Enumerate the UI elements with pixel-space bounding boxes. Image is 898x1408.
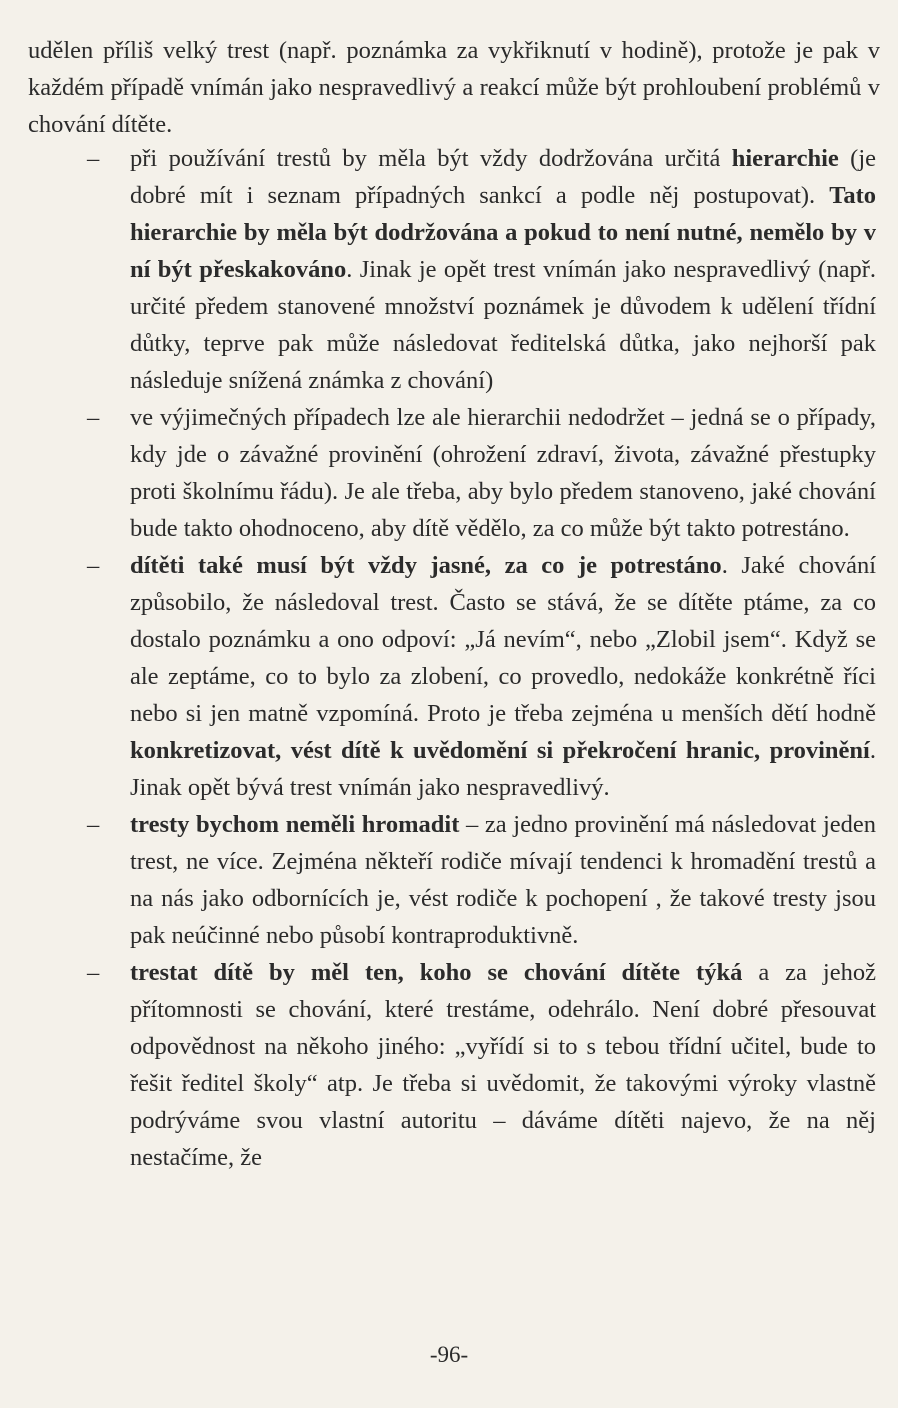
list-item-text — [130, 399, 876, 547]
text-run: při používání trestů by měla být vždy dodržována určitá — [130, 145, 732, 172]
text-run: . Jinak opět bývá trest vnímán jako nespravedlivý. — [130, 737, 876, 801]
dash-bullet: – — [87, 959, 100, 986]
dash-bullet: – — [87, 811, 100, 838]
list-item — [0, 806, 898, 954]
text-run: (je dobré mít i seznam případných sankcí a podle něj postupovat). — [130, 145, 876, 209]
list-item — [0, 399, 898, 547]
bold-text-run: trestat dítě by měl ten, koho se chování dítěte týká — [130, 959, 743, 986]
intro-paragraph — [28, 32, 880, 143]
list-item — [0, 547, 898, 806]
bold-text-run: dítěti také musí být vždy jasné, za co je potrestáno — [130, 552, 722, 579]
list-item-text — [130, 547, 876, 806]
dash-bullet: – — [87, 145, 100, 172]
text-run: . Jinak je opět trest vnímán jako nespravedlivý (např. určité předem stanovené množství poznámek je důvodem k udělení třídní důtky, teprve pak může následovat ředitelská důtka, jako nejhorší pak následuje snížená známka z chování) — [130, 256, 876, 394]
list-item — [0, 140, 898, 399]
list-item-text — [130, 806, 876, 954]
bold-text-run: hierarchie — [731, 145, 839, 172]
bold-text-run: Tato hierarchie by měla být dodržována a pokud to není nutné, nemělo by v ní být přeskakováno — [130, 182, 876, 283]
dash-bullet: – — [87, 404, 100, 431]
text-run: ve výjimečných případech lze ale hierarchii nedodržet – jedná se o případy, kdy jde o závažné provinění (ohrožení zdraví, života, závažné přestupky proti školnímu řádu). Je ale třeba, aby bylo předem stanoveno, jaké chování bude takto ohodnoceno, aby dítě vědělo, za co může být takto potrestáno. — [130, 404, 876, 542]
bullet-list — [0, 140, 898, 1176]
text-run: a za jehož přítomnosti se chování, které trestáme, odehrálo. Není dobré přesouvat odpovědnost na někoho jiného: „vyřídí si to s tebou třídní učitel, bude to řešit ředitel školy“ atp. Je třeba si uvědomit, že takovými výroky vlastně podrýváme svou vlastní autoritu – dáváme dítěti najevo, že na něj nestačíme, že — [130, 959, 876, 1171]
page-number: -96- — [429, 1342, 469, 1367]
intro-text: udělen příliš velký trest (např. poznámka za vykřiknutí v hodině), protože je pak v každém případě vnímán jako nespravedlivý a reakcí může být prohloubení problémů v chování dítěte. — [28, 37, 880, 138]
bold-text-run: konkretizovat, vést dítě k uvědomění si překročení hranic, provinění — [130, 737, 870, 764]
dash-bullet: – — [87, 552, 100, 579]
bold-text-run: tresty bychom neměli hromadit — [130, 811, 460, 838]
list-item — [0, 954, 898, 1176]
list-item-text — [130, 954, 876, 1176]
list-item-text — [130, 140, 876, 399]
text-run: . Jaké chování způsobilo, že následoval trest. Často se stává, že se dítěte ptáme, za co dostalo poznámku a ono odpoví: „Já nevím“, nebo „Zlobil jsem“. Když se ale zeptáme, co to bylo za zlobení, co provedlo, nedokáže konkrétně říci nebo si jen matně vzpomíná. Proto je třeba zejména u menších dětí hodně — [130, 552, 876, 727]
text-run: – za jedno provinění má následovat jeden trest, ne více. Zejména někteří rodiče mívají tendenci k hromadění trestů a na nás jako odbornících je, vést rodiče k pochopení , že takové tresty jsou pak neúčinné nebo působí kontraproduktivně. — [130, 811, 876, 949]
